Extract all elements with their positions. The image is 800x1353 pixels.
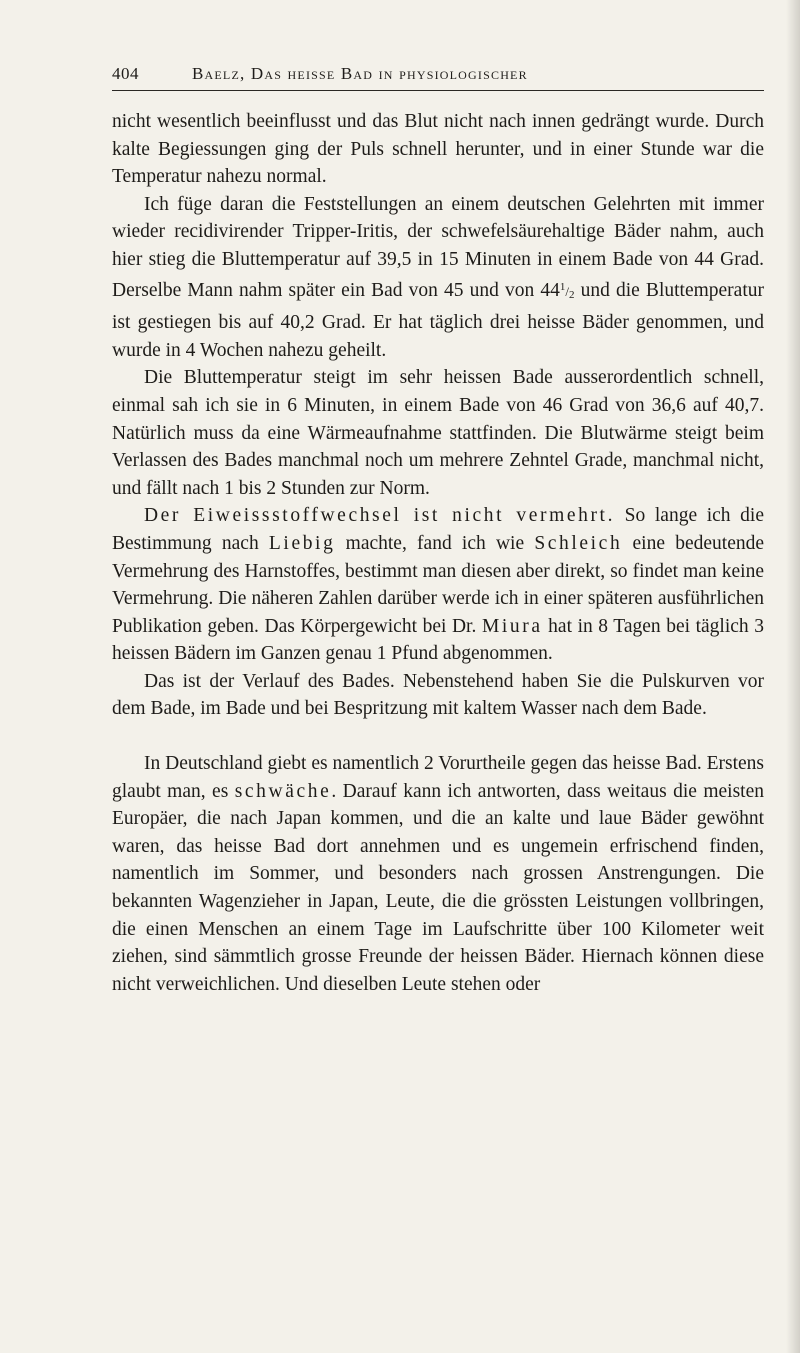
paragraph-4-text-c: eine bedeutende Vermehrung des Harnstoffes, bestimmt man diesen aber direkt, so findet man keine Vermehrung. Die näheren Zahlen darüber werde ich in einer späteren ausführlichen Publikation geben. Das Körpergewicht bei Dr. xyxy=(112,532,764,637)
name-miura: Miura xyxy=(481,615,543,637)
paragraph-2-text-b: und die Bluttemperatur ist gestiegen bis auf 40,2 Grad. Er hat täglich drei heisse Bäder genommen, und wurde in 4 Wochen nahezu geheilt. xyxy=(112,279,764,361)
spaced-word-schwaeche: schwäche xyxy=(234,780,332,802)
paragraph-2-text-a: Ich füge daran die Feststellungen an einem deutschen Gelehrten mit immer wieder recidivirender Tripper-Iritis, der schwefelsäurehaltige Bäder nahm, auch hier stieg die Bluttemperatur auf 39,5 in 15 Minuten in einem Bade von 44 Grad. Derselbe Mann nahm später ein Bad von 45 und von 44 xyxy=(112,193,764,301)
body-text xyxy=(112,108,764,998)
paragraph-4-text-a: So lange ich die Bestimmung nach xyxy=(112,505,764,554)
paragraph-6-text-b: . Darauf kann ich antworten, dass weitaus die meisten Europäer, die nach Japan kommen, und die an kalte und laue Bäder gewöhnt waren, das heisse Bad dort annehmen und es ungemein erfrischend finden, namentlich im Sommer, und besonders nach grossen Anstrengungen. Die bekannten Wagenzieher in Japan, Leute, die die grössten Leistungen vollbringen, die einen Menschen an einem Tage im Laufschritte über 100 Kilometer weit ziehen, sind sämmtlich grosse Freunde der heissen Bäder. Hiernach können diese nicht verweichlichen. Und dieselben Leute stehen oder xyxy=(112,780,764,995)
paragraph-2 xyxy=(112,191,764,365)
paragraph-4 xyxy=(112,502,764,668)
paragraph-3: Die Bluttemperatur steigt im sehr heissen Bade ausserordentlich schnell, einmal sah ich sie in 6 Minuten, in einem Bade von 46 Grad von 36,6 auf 40,7. Natürlich muss da eine Wärmeaufnahme stattfinden. Die Blutwärme steigt beim Verlassen des Bades manchmal noch um mehrere Zehntel Grade, manchmal nicht, und fällt nach 1 bis 2 Stunden zur Norm. xyxy=(112,367,764,499)
running-head: Baelz, Das heisse Bad in physiologischer xyxy=(192,64,528,83)
paragraph-6 xyxy=(112,750,764,998)
paragraph-4-text-d: hat in 8 Tagen bei täglich 3 heissen Bädern im Ganzen genau 1 Pfund abgenommen. xyxy=(112,615,764,665)
spaced-lead-sentence: Der Eiweissstoffwechsel ist nicht vermehrt. xyxy=(144,505,616,527)
paragraph-4-text-b: machte, fand ich wie xyxy=(335,532,535,554)
paragraph-5: Das ist der Verlauf des Bades. Nebenstehend haben Sie die Pulskurven vor dem Bade, im Bade und bei Bespritzung mit kaltem Wasser nach dem Bade. xyxy=(112,670,764,720)
paragraph-6-text-a: In Deutschland giebt es namentlich 2 Vorurtheile gegen das heisse Bad. Erstens glaubt man, es xyxy=(112,753,764,802)
fraction-denominator: 2 xyxy=(569,288,575,301)
page-edge-shadow xyxy=(786,0,800,1353)
paragraph-1: nicht wesentlich beeinflusst und das Blut nicht nach innen gedrängt wurde. Durch kalte Begiessungen ging der Puls schnell herunter, und in einer Stunde war die Temperatur nahezu normal. xyxy=(112,111,764,188)
page-number: 404 xyxy=(112,64,139,83)
fraction-numerator: 1 xyxy=(559,280,566,293)
fraction-half: $^1/_2$ xyxy=(559,280,575,301)
name-schleich: Schleich xyxy=(534,532,623,554)
page-header xyxy=(112,64,764,91)
name-liebig: Liebig xyxy=(268,532,336,554)
